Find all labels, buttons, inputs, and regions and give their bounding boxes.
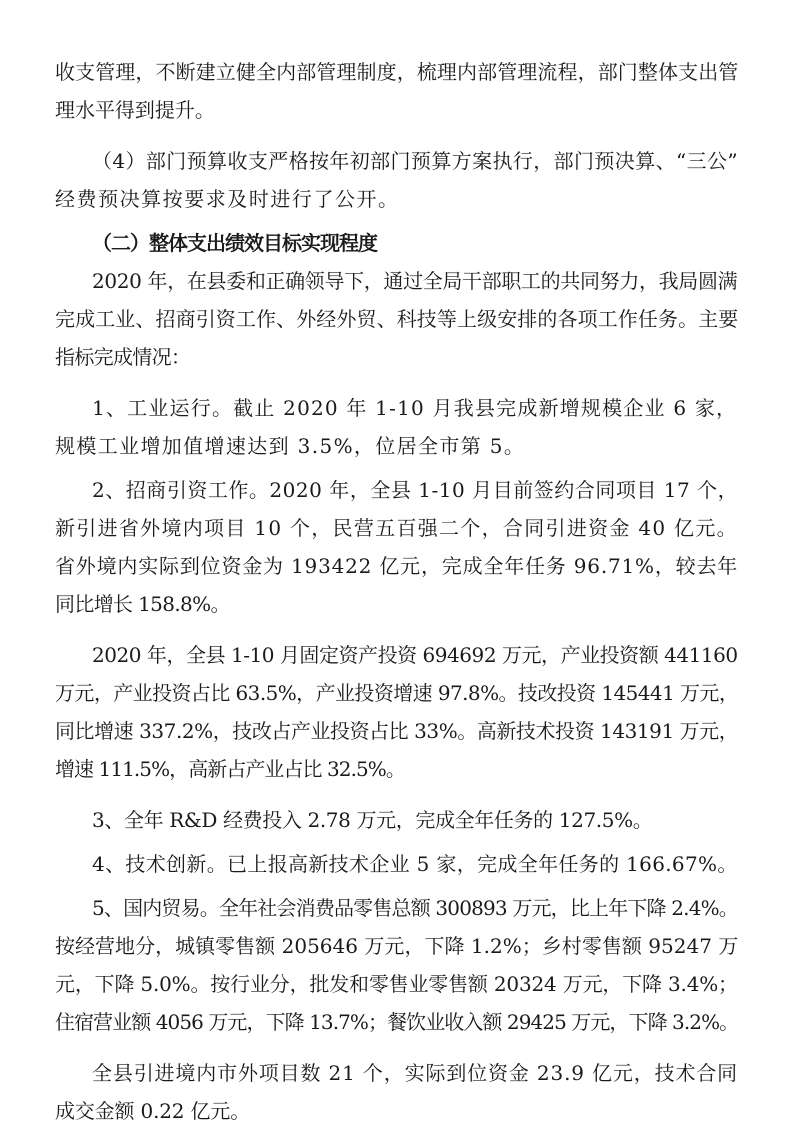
- text-line: 元，下降 5.0%。按行业分，批发和零售业零售额 20324 万元，下降 3.4%；: [55, 972, 738, 996]
- text-line: （4）部门预算收支严格按年初部门预算方案执行，部门预决算、“三公”: [92, 149, 738, 173]
- text-line: 指标完成情况：: [55, 345, 191, 369]
- text-line: 完成工业、招商引资工作、外经外贸、科技等上级安排的各项工作任务。主要: [55, 307, 739, 331]
- text-line: 新引进省外境内项目 10 个，民营五百强二个，合同引进资金 40 亿元。: [55, 516, 738, 540]
- text-line: 经费预决算按要求及时进行了公开。: [55, 187, 400, 211]
- text-line: 5、国内贸易。全年社会消费品零售总额 300893 万元，比上年下降 2.4%。: [92, 896, 738, 920]
- text-line: 规模工业增加值增速达到 3.5%，位居全市第 5。: [55, 434, 526, 458]
- text-line: 按经营地分，城镇零售额 205646 万元，下降 1.2%；乡村零售额 95247 万: [55, 934, 739, 958]
- section-heading: （二）整体支出绩效目标实现程度: [92, 231, 377, 255]
- text-line: 3、全年 R&D 经费投入 2.78 万元，完成全年任务的 127.5%。: [92, 808, 653, 832]
- text-line: 同比增长 158.8%。: [55, 592, 230, 616]
- text-line: 1、工业运行。截止 2020 年 1-10 月我县完成新增规模企业 6 家，: [92, 396, 738, 420]
- text-line: 增速 111.5%，高新占产业占比 32.5%。: [55, 757, 405, 781]
- text-line: 全县引进境内市外项目数 21 个，实际到位资金 23.9 亿元，技术合同: [92, 1061, 739, 1085]
- text-line: 4、技术创新。已上报高新技术企业 5 家，完成全年任务的 166.67%。: [92, 852, 738, 876]
- text-line: 万元，产业投资占比 63.5%，产业投资增速 97.8%。技改投资 145441 万元，: [55, 681, 739, 705]
- text-line: 理水平得到提升。: [55, 98, 215, 122]
- text-line: 住宿营业额 4056 万元，下降 13.7%；餐饮业收入额 29425 万元，下降 3.2%。: [55, 1010, 739, 1034]
- text-line: 同比增速 337.2%，技改占产业投资占比 33%。高新技术投资 143191 万元，: [55, 719, 739, 743]
- text-line: 2、招商引资工作。2020 年，全县 1-10 月目前签约合同项目 17 个，: [92, 478, 739, 502]
- text-line: 收支管理，不断建立健全内部管理制度，梳理内部管理流程，部门整体支出管: [55, 60, 739, 84]
- text-line: 2020 年，全县 1-10 月固定资产投资 694692 万元，产业投资额 441160: [92, 643, 738, 667]
- text-line: 省外境内实际到位资金为 193422 亿元，完成全年任务 96.71%，较去年: [55, 554, 739, 578]
- text-line: 2020 年，在县委和正确领导下，通过全局干部职工的共同努力，我局圆满: [92, 269, 738, 293]
- text-line: 成交金额 0.22 亿元。: [55, 1099, 251, 1123]
